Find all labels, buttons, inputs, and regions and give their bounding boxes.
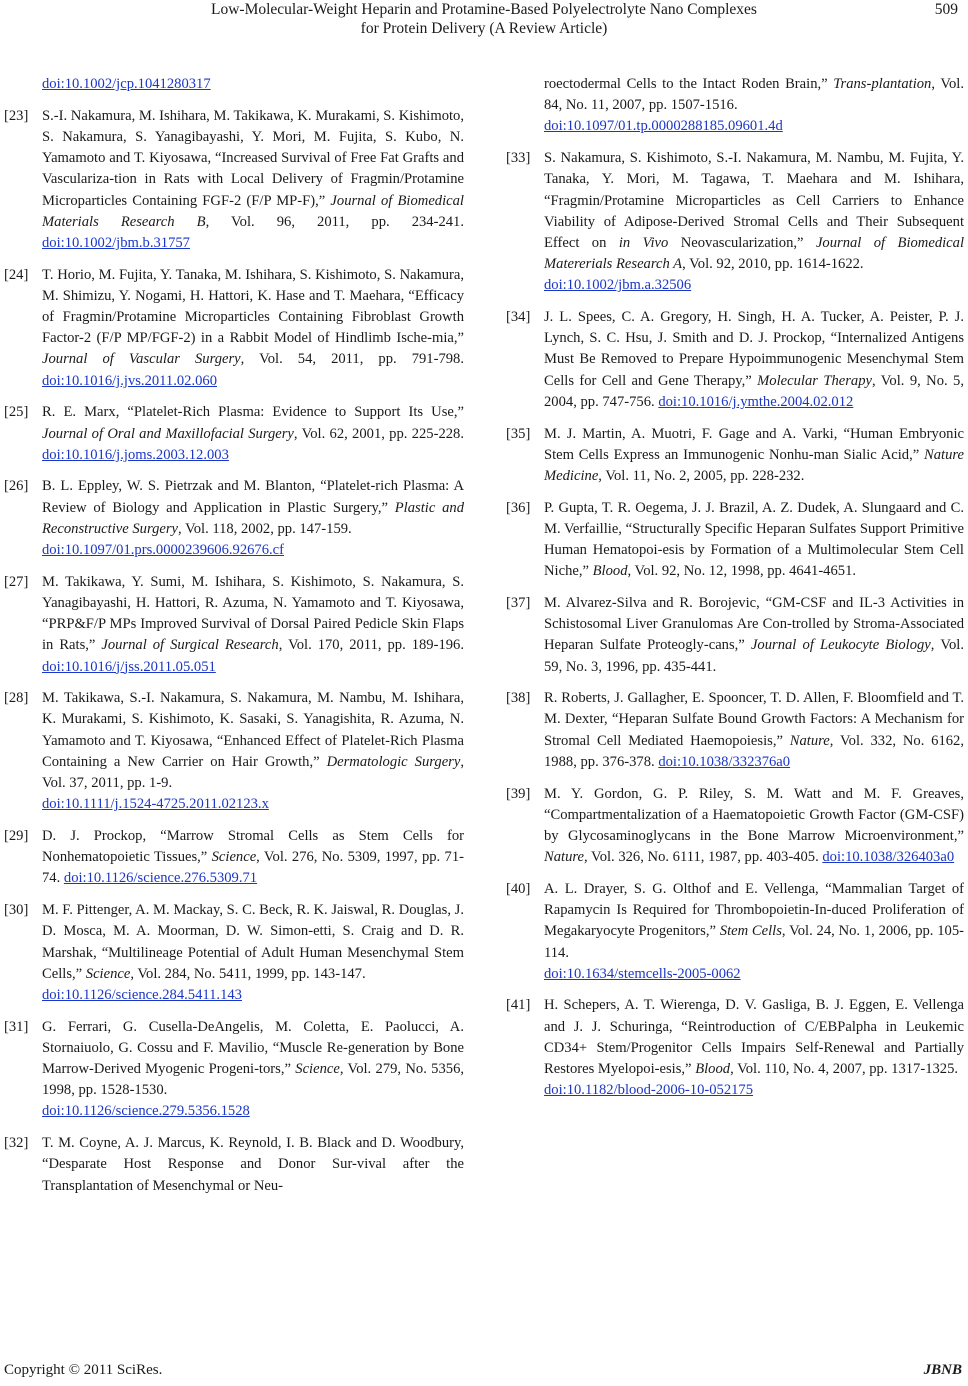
reference-journal: Plastic and Reconstructive Surgery	[42, 499, 464, 537]
reference-journal: Blood	[695, 1061, 731, 1078]
header-title-line1: Low-Molecular-Weight Heparin and Protamine-Based Polyelectrolyte Nano Complexes	[211, 1, 757, 18]
reference-authors-title: M. Takikawa, Y. Sumi, M. Ishihara, S. Kishimoto, S. Nakamura, S. Yanagibayashi, H. Hattori, R. Azuma, N. Yamamoto and T. Kiyosawa, “PRP&F/P MPs Improved Survival of Dorsal Paired Pedicle Skin Flaps in Rats,”	[42, 573, 464, 654]
reference-number: [37]	[506, 594, 531, 611]
reference-authors-title: S.-I. Nakamura, M. Ishihara, M. Takikawa, K. Murakami, S. Kishimoto, S. Nakamura, S. Yanagibayashi, Y. Mori, M. Fujita, S. Kubo, N. Yamamoto and T. Kiyosawa, “Increased Survival of Free Fat Grafts and Vasculariza-tion in Rats with Local Delivery of Fragmin/Protamine Microparticles Containing FGF-2 (F/P MP-F),”	[42, 107, 464, 209]
reference-authors-title: M. F. Pittenger, A. M. Mackay, S. C. Beck, R. K. Jaiswal, R. Douglas, J. D. Mosca, M. A. Moorman, D. W. Simon-etti, S. Craig and D. R. Marshak, “Multilineage Potential of Adult Human Mesenchymal Stem Cells,”	[42, 902, 464, 982]
reference-details: , Vol. 59, No. 3, 1996, pp. 435-441.	[544, 637, 964, 675]
reference-authors-title: M. J. Martin, A. Muotri, F. Gage and A. Varki, “Human Embryonic Stem Cells Express an Immunogenic Nonhu-man Sialic Acid,”	[544, 425, 964, 463]
reference-number: [26]	[4, 478, 29, 495]
reference-number: [31]	[4, 1018, 29, 1035]
reference-journal: Journal of Surgical Research	[101, 637, 279, 654]
reference-number: [39]	[506, 785, 531, 802]
reference-entry	[4, 900, 464, 1006]
reference-journal: Nature	[789, 732, 830, 749]
reference-entry	[506, 995, 964, 1101]
reference-authors-title: G. Ferrari, G. Cusella-DeAngelis, M. Coletta, E. Paolucci, A. Stornaiuolo, G. Cossu and F. Mavilio, “Muscle Re-generation by Bone Marrow-Derived Myogenic Progeni-tors,”	[42, 1018, 464, 1078]
reference-journal: Journal of Leukocyte Biology	[750, 637, 931, 654]
reference-authors-title: H. Schepers, A. T. Wierenga, D. V. Gasliga, B. J. Eggen, E. Vellenga and J. J. Schuringa, “Reintroduction of C/EBPalpha in Leukemic CD34+ Stem/Progenitor Cells Impairs Self-Renewal and Partially Restores Myelopoi-esis,”	[544, 997, 964, 1078]
reference-authors-title: M. Takikawa, S.-I. Nakamura, S. Nakamura, M. Nambu, M. Ishihara, K. Murakami, S. Kishimoto, K. Sasaki, S. Yanagishita, R. Azuma, N. Yamamoto and T. Kiyosawa, “Enhanced Effect of Platelet-Rich Plasma Containing a New Carrier on Hair Growth,”	[42, 690, 464, 770]
reference-journal: Nature	[544, 849, 584, 866]
reference-journal: Journal of Oral and Maxillofacial Surgery	[42, 425, 294, 442]
reference-number: [23]	[4, 107, 29, 124]
reference-authors-title: P. Gupta, T. R. Oegema, J. J. Brazil, A. Z. Dudek, A. Slungaard and C. M. Verfaillie, “Structurally Specific Heparan Sulfates Support Primitive Human Hematopoi-esis by Formation of a Multimolecular Stem Cell Niche,”	[544, 499, 965, 580]
reference-journal: Stem Cells	[719, 923, 782, 940]
reference-details: , Vol. 54, 2011, pp. 791-798.	[240, 351, 464, 368]
reference-authors-title: R. E. Marx, “Platelet-Rich Plasma: Evidence to Support Its Use,”	[42, 404, 464, 421]
reference-number: [29]	[4, 828, 29, 844]
reference-doi-link[interactable]: doi:10.1002/jbm.b.31757	[42, 234, 190, 251]
reference-number: [33]	[506, 150, 531, 167]
reference-doi-link[interactable]: doi:10.1097/01.prs.0000239606.92676.cf	[42, 542, 285, 559]
reference-entry	[4, 1017, 464, 1123]
reference-entry	[506, 424, 964, 488]
reference-details: , Vol. 279, No. 5356, 1998, pp. 1528-1530.	[42, 1061, 465, 1099]
reference-journal: Dermatologic Surgery	[326, 753, 461, 770]
reference-journal: Science	[211, 849, 257, 866]
reference-doi-link[interactable]: doi:10.1038/326403a0	[822, 849, 955, 866]
reference-doi-link[interactable]: doi:10.1016/j.joms.2003.12.003	[42, 446, 229, 463]
left-reference-list	[4, 106, 464, 1197]
reference-entry	[506, 307, 964, 413]
reference-number: [38]	[506, 690, 531, 707]
reference-number: [35]	[506, 425, 531, 442]
reference-details: , Vol. 92, No. 12, 1998, pp. 4641-4651.	[627, 563, 857, 580]
reference-number: [34]	[506, 309, 531, 326]
reference-details: , Vol. 24, No. 1, 2006, pp. 105-114.	[544, 923, 964, 961]
reference-details: , Vol. 11, No. 2, 2005, pp. 228-232.	[598, 467, 805, 484]
reference-doi-link[interactable]: doi:10.1182/blood-2006-10-052175	[544, 1082, 754, 1099]
reference-entry	[506, 879, 964, 985]
reference-authors-title: A. L. Drayer, S. G. Olthof and E. Vellenga, “Mammalian Target of Rapamycin Is Required for Thrombopoietin-In-duced Proliferation of Megakaryocyte Progenitors,”	[544, 880, 964, 940]
reference-number: [36]	[506, 499, 531, 516]
page-number: 509	[934, 1, 958, 18]
reference-doi-link[interactable]: doi:10.1038/332376a0	[658, 753, 791, 770]
reference-entry	[4, 1133, 464, 1197]
reference-journal: Journal of Vascular Surgery	[42, 351, 241, 368]
reference-journal: Blood	[592, 563, 628, 580]
page-footer	[0, 1362, 968, 1386]
reference-entry	[4, 106, 464, 254]
reference-entry	[506, 148, 964, 296]
header-title-line2: for Protein Delivery (A Review Article)	[360, 20, 608, 37]
reference-journal: Nature Medicine	[544, 446, 964, 484]
reference-journal: Science	[85, 965, 131, 982]
reference-authors-title: J. L. Spees, C. A. Gregory, H. Singh, H. A. Tucker, A. Peister, P. J. Lynch, S. C. Hsu, J. Smith and D. J. Prockop, “Internalized Antigens Must Be Removed to Prepare Hypoimmunogenic Mesenchymal Stem Cells for Cell and Gene Therapy,”	[544, 309, 964, 389]
reference-authors-title: B. L. Eppley, W. S. Pietrzak and M. Blanton, “Platelet-rich Plasma: A Review of Biology and Application in Plastic Surgery,”	[42, 478, 464, 516]
reference-journal: Journal of Biomedical Materials Research B	[42, 192, 464, 230]
reference-authors-title: T. M. Coyne, A. J. Marcus, K. Reynold, I. B. Black and D. Woodbury, “Desparate Host Response and Donor Sur-vival after the Transplantation of Mesenchymal or Neu-	[42, 1135, 464, 1194]
reference-doi-link[interactable]: doi:10.1634/stemcells-2005-0062	[544, 965, 741, 982]
right-column	[506, 74, 964, 1112]
copyright-notice: Copyright © 2011 SciRes.	[4, 1362, 163, 1378]
right-reference-list	[506, 148, 964, 1101]
reference-details: , Vol. 92, 2010, pp. 1614-1622.	[682, 256, 864, 273]
cont-journal: Trans-plantation	[833, 76, 932, 92]
left-column	[4, 74, 464, 1207]
reference-details: , Vol. 96, 2011, pp. 234-241.	[205, 213, 464, 230]
reference-entry	[4, 265, 464, 392]
reference-details: , Vol. 37, 2011, pp. 1-9.	[42, 753, 464, 792]
reference-number: [32]	[4, 1135, 29, 1152]
reference-doi-link[interactable]: doi:10.1126/science.276.5309.71	[63, 870, 258, 887]
reference-number: [30]	[4, 902, 29, 919]
reference-number: [25]	[4, 404, 29, 421]
reference-entry	[506, 593, 964, 678]
reference-doi-link[interactable]: doi:10.1126/science.279.5356.1528	[42, 1103, 250, 1120]
reference-details: , Vol. 284, No. 5411, 1999, pp. 143-147.	[130, 965, 366, 982]
reference-entry	[4, 402, 464, 466]
lead-doi-link[interactable]: doi:10.1002/jcp.1041280317	[42, 76, 211, 92]
reference-details: , Vol. 276, No. 5309, 1997, pp. 71-74.	[42, 849, 464, 887]
reference-details: , Vol. 332, No. 6162, 1988, pp. 376-378.	[544, 732, 965, 770]
reference-entry	[506, 688, 964, 773]
reference-doi-link[interactable]: doi:10.1016/j/jss.2011.05.051	[42, 658, 216, 675]
reference-number: [27]	[4, 573, 29, 590]
continued-reference	[506, 74, 964, 138]
reference-number: [24]	[4, 266, 29, 283]
running-header	[0, 0, 968, 44]
reference-authors-title: M. Alvarez-Silva and R. Borojevic, “GM-CSF and IL-3 Activities in Schistosomal Liver Granulomas Are Con-trolled by Stroma-Associated Heparan Sulfate Proteogly-cans,”	[544, 594, 964, 654]
cont-text: roectodermal Cells to the Intact Roden Brain,”	[544, 76, 834, 92]
reference-details: , Vol. 110, No. 4, 2007, pp. 1317-1325.	[730, 1061, 959, 1078]
reference-authors-title: T. Horio, M. Fujita, Y. Tanaka, M. Ishihara, S. Kishimoto, S. Nakamura, M. Shimizu, Y. Nogami, H. Hattori, K. Hase and T. Maehara, “Efficacy of Fragmin/Protamine Microparticles Containing Fibroblast Growth Factor-2 (F/P MP/FGF-2) in a Rabbit Model of Hindlimb Ische-mia,”	[42, 266, 464, 347]
reference-title-cont: Neovascularization,”	[668, 234, 816, 251]
reference-doi-link[interactable]: doi:10.1126/science.284.5411.143	[42, 986, 242, 1003]
reference-journal: Journal of Biomedical Matererials Research A	[544, 234, 965, 273]
reference-journal: Science	[295, 1061, 340, 1078]
reference-authors-title: D. J. Prockop, “Marrow Stromal Cells as Stem Cells for Nonhematopoietic Tissues,”	[42, 828, 464, 866]
reference-authors-title: S. Nakamura, S. Kishimoto, S.-I. Nakamura, M. Nambu, M. Fujita, Y. Tanaka, Y. Mori, M. Tagawa, T. Maehara and M. Ishihara, “Fragmin/Protamine Microparticles as Cell Carriers to Enhance Viability of Adipose-Derived Stromal Cells and Their Subsequent Effect on	[544, 150, 964, 251]
reference-doi-link[interactable]: doi:10.1016/j.jvs.2011.02.060	[42, 372, 217, 389]
reference-authors-title: R. Roberts, J. Gallagher, E. Spooncer, T. D. Allen, F. Bloomfield and T. M. Dexter, “Heparan Sulfate Bound Growth Factors: A Mechanism for Stromal Cell Mediated Haemopoiesis,”	[544, 690, 964, 749]
reference-authors-title: M. Y. Gordon, G. P. Riley, S. M. Watt and M. F. Greaves, “Compartmentalization of a Haematopoietic Growth Factor (GM-CSF) by Glycosaminoglycans in the Bone Marrow Microenvironment,”	[544, 785, 964, 844]
reference-entry	[4, 688, 464, 815]
reference-entry	[506, 498, 964, 583]
reference-number: [28]	[4, 690, 29, 707]
reference-number: [41]	[506, 997, 531, 1014]
reference-details: , Vol. 62, 2001, pp. 225-228.	[293, 425, 464, 442]
cont-doi-link[interactable]: doi:10.1097/01.tp.0000288185.09601.4d	[544, 118, 783, 135]
journal-abbrev: JBNB	[923, 1362, 962, 1378]
reference-details: , Vol. 326, No. 6111, 1987, pp. 403-405.	[584, 849, 823, 866]
reference-journal: Molecular Therapy	[757, 372, 872, 389]
reference-journal: in Vivo	[618, 234, 669, 251]
cont-post: , Vol. 84, No. 11, 2007, pp. 1507-1516.	[544, 76, 964, 114]
reference-doi-link[interactable]: doi:10.1016/j.ymthe.2004.02.012	[658, 393, 854, 410]
reference-entry	[4, 572, 464, 678]
reference-number: [40]	[506, 880, 531, 897]
reference-details: , Vol. 170, 2011, pp. 189-196.	[278, 637, 464, 654]
reference-entry	[506, 784, 964, 869]
reference-details: , Vol. 118, 2002, pp. 147-159.	[178, 520, 352, 537]
reference-details: , Vol. 9, No. 5, 2004, pp. 747-756.	[544, 372, 965, 410]
reference-doi-link[interactable]: doi:10.1111/j.1524-4725.2011.02123.x	[42, 796, 269, 813]
reference-entry	[4, 826, 464, 890]
reference-doi-link[interactable]: doi:10.1002/jbm.a.32506	[544, 277, 692, 294]
reference-entry	[4, 476, 464, 561]
